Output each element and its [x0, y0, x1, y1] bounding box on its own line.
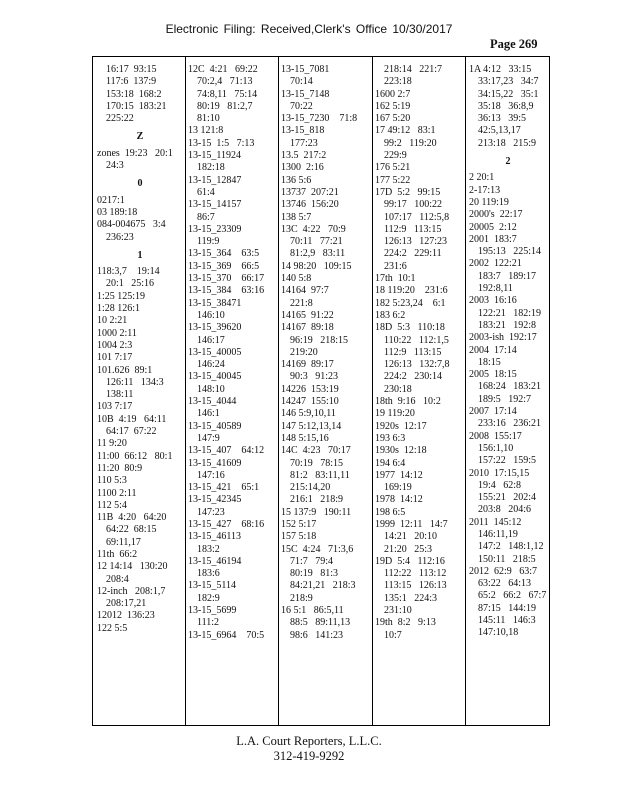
index-entry: 11:00 66:12 80:1 [97, 450, 173, 462]
index-entry-continuation: 20:1 25:16 [106, 278, 155, 290]
index-entry-continuation: 147:2 148:1,12 [478, 541, 544, 553]
index-entry-continuation: 113:15 126:13 [384, 580, 447, 592]
index-entry-continuation: 70:22 [290, 100, 313, 112]
index-entry-continuation: 146:10 [197, 309, 225, 321]
index-entry: 13-15_23309 [188, 223, 242, 235]
index-column-2 [188, 64, 276, 725]
index-entry: 13-15_384 63:16 [188, 285, 265, 297]
index-entry: 13-15_427 68:16 [188, 518, 265, 530]
index-entry-continuation: 231:6 [384, 260, 407, 272]
index-entry-continuation: 216:1 218:9 [290, 494, 344, 506]
index-entry-continuation: 35:18 36:8,9 [478, 100, 534, 112]
index-entry-continuation: 18:15 [478, 356, 501, 368]
index-entry-continuation: 183:6 [197, 568, 220, 580]
index-entry-continuation: 65:2 66:2 67:7 [478, 590, 547, 602]
index-column-3 [281, 64, 369, 725]
index-entry: 17th 10:1 [375, 273, 416, 285]
index-entry: 140 5:8 [281, 273, 312, 285]
index-entry-continuation: 107:17 112:5,8 [384, 211, 450, 223]
filing-header: Electronic Filing: Received,Clerk's Office 10/30/2017 [165, 22, 453, 36]
index-entry-continuation: 157:22 159:5 [478, 455, 537, 467]
index-entry: 13-15_40589 [188, 420, 242, 432]
index-entry-continuation: 145:11 146:3 [478, 615, 536, 627]
index-entry: 13-15_369 66:5 [188, 260, 260, 272]
index-entry: 136 5:6 [281, 174, 312, 186]
index-entry: 13-15_7148 [281, 88, 330, 100]
index-entry-continuation: 19:4 62:8 [478, 479, 522, 491]
index-entry: 2004 17:14 [469, 344, 517, 356]
index-entry: 13-15_46113 [188, 531, 241, 543]
index-entry: 13-15_7081 [281, 64, 330, 75]
index-entry: 14226 153:19 [281, 383, 339, 395]
index-entry: 147 5:12,13,14 [281, 420, 342, 432]
index-entry: 13-15_14157 [188, 199, 242, 211]
index-entry: 1977 14:12 [375, 469, 423, 481]
index-entry: 148 5:15,16 [281, 432, 329, 444]
index-entry: 13-15_4044 [188, 396, 237, 408]
index-entry-continuation: 69:11,17 [106, 536, 141, 548]
index-entry-continuation: 70:14 [290, 76, 313, 88]
index-entry: 2008 155:17 [469, 430, 522, 442]
index-entry: 10 2:21 [97, 315, 128, 327]
index-entry: 12 14:14 130:20 [97, 561, 168, 573]
index-entry-continuation: 147:23 [197, 506, 225, 518]
index-entry: 14164 97:7 [281, 285, 329, 297]
column-divider [278, 57, 279, 725]
index-entry-continuation: 86:7 [197, 211, 215, 223]
index-entry-continuation: 218:14 221:7 [384, 64, 443, 75]
index-entry-continuation: 88:5 89:11,13 [290, 617, 351, 629]
index-entry: 177 5:22 [375, 174, 411, 186]
index-entry: 1600 2:7 [375, 88, 411, 100]
index-entry-continuation: 236:23 [106, 231, 134, 243]
column-divider [372, 57, 373, 725]
index-entry: 14247 155:10 [281, 396, 339, 408]
index-entry-continuation: 74:8,11 75:14 [197, 88, 258, 100]
page-number: Page 269 [490, 37, 538, 51]
index-entry: 162 5:19 [375, 100, 411, 112]
index-entry: 0217:1 [97, 194, 125, 206]
index-entry-continuation: 90:3 91:23 [290, 371, 339, 383]
index-entry-continuation: 33:17,23 34:7 [478, 76, 539, 88]
index-entry-continuation: 110:22 112:1,5 [384, 334, 449, 346]
index-entry: 157 5:18 [281, 531, 317, 543]
index-entry-continuation: 42:5,13,17 [478, 125, 521, 137]
index-entry: 118:3,7 19:14 [97, 266, 160, 278]
index-entry: 2010 17:15,15 [469, 467, 530, 479]
index-entry-continuation: 61:4 [197, 186, 215, 198]
index-entry: 1999 12:11 14:7 [375, 518, 448, 530]
index-entry: 13-15_42345 [188, 494, 242, 506]
index-entry: 138 5:7 [281, 211, 312, 223]
index-entry: 1100 2:11 [97, 487, 137, 499]
index-entry-continuation: 84:21,21 218:3 [290, 580, 356, 592]
index-entry: 193 6:3 [375, 432, 406, 444]
index-entry-continuation: 126:11 134:3 [106, 376, 164, 388]
section-letter: Z [136, 131, 144, 143]
index-entry: 2007 17:14 [469, 406, 517, 418]
index-entry-continuation: 189:5 192:7 [478, 393, 532, 405]
reporter-company: L.A. Court Reporters, L.L.C. [236, 734, 382, 748]
index-entry-continuation: 112:9 113:15 [384, 346, 442, 358]
index-entry: 14169 89:17 [281, 359, 334, 371]
index-entry-continuation: 230:18 [384, 383, 412, 395]
index-entry: 198 6:5 [375, 506, 406, 518]
index-entry: 17D 5:2 99:15 [375, 186, 441, 198]
index-entry: 2011 145:12 [469, 516, 522, 528]
reporter-phone: 312-419-9292 [273, 749, 345, 763]
index-entry: 2003-ish 192:17 [469, 332, 537, 344]
index-entry-continuation: 218:9 [290, 592, 313, 604]
index-column-1 [97, 64, 183, 725]
index-entry-continuation: 183:21 192:8 [478, 319, 537, 331]
index-entry-continuation: 99:17 100:22 [384, 199, 443, 211]
index-entry-continuation: 119:9 [197, 236, 220, 248]
index-entry: 19th 8:2 9:13 [375, 617, 436, 629]
index-entry: 2012 62:9 63:7 [469, 565, 538, 577]
index-entry: 14C 4:23 70:17 [281, 445, 351, 457]
index-entry: 16 5:1 86:5,11 [281, 605, 344, 617]
index-entry-continuation: 147:16 [197, 469, 225, 481]
index-entry-continuation: 126:13 127:23 [384, 236, 448, 248]
index-entry-continuation: 64:22 68:15 [106, 524, 157, 536]
index-entry-continuation: 98:6 141:23 [290, 629, 344, 641]
index-entry-continuation: 135:1 224:3 [384, 592, 438, 604]
index-entry: 1000 2:11 [97, 327, 137, 339]
index-entry: 17 49:12 83:1 [375, 125, 436, 137]
index-entry-continuation: 71:7 79:4 [290, 555, 334, 567]
index-entry: 20005 2:12 [469, 221, 517, 233]
index-entry: 176 5:21 [375, 162, 411, 174]
index-entry: 13-15_818 [281, 125, 325, 137]
index-entry: 146 5:9,10,11 [281, 408, 336, 420]
index-entry: 194 6:4 [375, 457, 406, 469]
index-entry-continuation: 223:18 [384, 76, 412, 88]
section-letter: 0 [137, 178, 143, 190]
index-entry: 112 5:4 [97, 499, 127, 511]
index-entry: 13-15_370 66:17 [188, 273, 265, 285]
index-entry: 13-15_12847 [188, 174, 242, 186]
index-entry: 03 189:18 [97, 206, 138, 218]
index-entry: 1A 4:12 33:15 [469, 64, 532, 75]
index-entry-continuation: 99:2 119:20 [384, 137, 437, 149]
index-entry: 13C 4:22 70:9 [281, 223, 346, 235]
index-entry-continuation: 63:22 64:13 [478, 578, 532, 590]
index-entry: zones 19:23 20:1 [97, 147, 173, 159]
index-entry: 084-004675 3:4 [97, 219, 166, 231]
index-entry: 12-inch 208:1,7 [97, 585, 166, 597]
index-entry-continuation: 96:19 218:15 [290, 334, 349, 346]
index-entry: 2005 18:15 [469, 369, 517, 381]
index-entry: 13 121:8 [188, 125, 224, 137]
index-entry: 1978 14:12 [375, 494, 423, 506]
index-entry-continuation: 156:1,10 [478, 442, 514, 454]
index-entry: 103 7:17 [97, 401, 133, 413]
index-entry-continuation: 215:14,20 [290, 482, 331, 494]
index-entry: 13-15_5114 [188, 580, 236, 592]
index-entry-continuation: 192:8,11 [478, 283, 513, 295]
index-entry: 13-15_39620 [188, 322, 242, 334]
index-entry-continuation: 224:2 230:14 [384, 371, 443, 383]
index-entry: 167 5:20 [375, 113, 411, 125]
index-entry: 1920s 12:17 [375, 420, 427, 432]
index-entry: 14167 89:18 [281, 322, 334, 334]
index-entry-continuation: 81:10 [197, 113, 220, 125]
index-entry: 11B 4:20 64:20 [97, 512, 167, 524]
index-entry-continuation: 146:24 [197, 359, 225, 371]
reporter-footer [0, 734, 618, 764]
index-entry: 182 5:23,24 6:1 [375, 297, 446, 309]
index-entry: 19 119:20 [375, 408, 415, 420]
index-entry-continuation: 80:19 81:2,7 [197, 100, 253, 112]
index-entry-continuation: 14:21 20:10 [384, 531, 438, 543]
index-entry-continuation: 153:18 168:2 [106, 88, 162, 100]
column-divider [465, 57, 466, 725]
index-entry-continuation: 225:22 [106, 113, 134, 125]
index-entry: 152 5:17 [281, 518, 317, 530]
index-entry: 13-15_6964 70:5 [188, 629, 265, 641]
index-entry-continuation: 146:17 [197, 334, 225, 346]
index-entry-continuation: 21:20 25:3 [384, 543, 433, 555]
index-entry: 1004 2:3 [97, 339, 133, 351]
index-entry-continuation: 147:9 [197, 432, 220, 444]
index-entry: 1930s 12:18 [375, 445, 427, 457]
index-entry-continuation: 219:20 [290, 346, 318, 358]
index-entry: 13-15_364 63:5 [188, 248, 260, 260]
index-entry-continuation: 195:13 225:14 [478, 246, 542, 258]
index-entry-continuation: 203:8 204:6 [478, 504, 532, 516]
section-letter: 1 [137, 249, 143, 261]
index-entry: 1:28 126:1 [97, 303, 141, 315]
index-entry: 13-15_7230 71:8 [281, 113, 358, 125]
index-entry-continuation: 87:15 144:19 [478, 602, 537, 614]
index-table [92, 56, 550, 726]
index-entry-continuation: 138:11 [106, 389, 134, 401]
index-entry-continuation: 111:2 [197, 617, 220, 629]
index-entry: 11:20 80:9 [97, 462, 143, 474]
index-entry-continuation: 229:9 [384, 150, 407, 162]
index-entry-continuation: 64:17 67:22 [106, 426, 157, 438]
index-entry: 15C 4:24 71:3,6 [281, 543, 354, 555]
index-entry: 110 5:3 [97, 475, 127, 487]
index-entry: 19D 5:4 112:16 [375, 555, 445, 567]
index-column-5 [469, 64, 547, 725]
index-entry-continuation: 34:15,22 35:1 [478, 88, 539, 100]
index-entry: 183 6:2 [375, 309, 406, 321]
index-entry-continuation: 208:17,21 [106, 598, 147, 610]
index-entry-continuation: 231:10 [384, 605, 412, 617]
index-entry-continuation: 224:2 229:11 [384, 248, 442, 260]
index-entry-continuation: 150:11 218:5 [478, 553, 536, 565]
index-entry: 13-15_421 65:1 [188, 482, 260, 494]
index-entry: 13-15_41609 [188, 457, 242, 469]
index-entry: 13737 207:21 [281, 186, 339, 198]
index-entry-continuation: 126:13 132:7,8 [384, 359, 450, 371]
index-entry-continuation: 177:23 [290, 137, 318, 149]
index-entry: 20 119:19 [469, 196, 509, 208]
index-entry: 13-15_407 64:12 [188, 445, 265, 457]
index-entry-continuation: 122:21 182:19 [478, 307, 542, 319]
index-entry-continuation: 81:2 83:11,11 [290, 469, 350, 481]
column-divider [185, 57, 186, 725]
index-entry-continuation: 24:3 [106, 160, 124, 172]
index-entry: 12012 136:23 [97, 610, 155, 622]
index-entry-continuation: 81:2,9 83:11 [290, 248, 346, 260]
index-entry: 13-15_38471 [188, 297, 242, 309]
index-entry: 101 7:17 [97, 352, 133, 364]
index-entry: 2003 16:16 [469, 295, 517, 307]
index-entry-continuation: 182:9 [197, 592, 220, 604]
index-entry: 101.626 89:1 [97, 364, 153, 376]
index-entry: 1300 2:16 [281, 162, 324, 174]
index-entry: 2001 183:7 [469, 233, 517, 245]
index-entry: 122 5:5 [97, 622, 128, 634]
index-entry-continuation: 148:10 [197, 383, 225, 395]
index-entry: 13-15_5699 [188, 605, 237, 617]
index-entry: 11 9:20 [97, 438, 127, 450]
index-entry: 18D 5:3 110:18 [375, 322, 445, 334]
index-entry: 11th 66:2 [97, 548, 138, 560]
index-entry: 13-15 1:5 7:13 [188, 137, 255, 149]
index-entry: 2002 122:21 [469, 258, 522, 270]
index-entry-continuation: 112:22 113:12 [384, 568, 447, 580]
index-entry: 13746 156:20 [281, 199, 339, 211]
index-entry-continuation: 221:8 [290, 297, 313, 309]
index-entry-continuation: 146:11,19 [478, 528, 518, 540]
index-entry: 13-15_46194 [188, 555, 242, 567]
index-entry: 14 98:20 109:15 [281, 260, 352, 272]
index-entry-continuation: 117:6 137:9 [106, 76, 157, 88]
index-entry-continuation: 183:7 189:17 [478, 270, 537, 282]
index-column-4 [375, 64, 463, 725]
index-entry: 12C 4:21 69:22 [188, 64, 258, 75]
index-entry: 10B 4:19 64:11 [97, 413, 167, 425]
section-letter: 2 [505, 156, 511, 168]
index-entry-continuation: 213:18 215:9 [478, 137, 537, 149]
index-entry: 18th 9:16 10:2 [375, 396, 441, 408]
index-entry-continuation: 233:16 236:21 [478, 418, 542, 430]
index-entry-continuation: 80:19 81:3 [290, 568, 339, 580]
index-entry: 14165 91:22 [281, 309, 334, 321]
index-entry-continuation: 182:18 [197, 162, 225, 174]
index-entry-continuation: 70:19 78:15 [290, 457, 344, 469]
index-entry: 2000's 22:17 [469, 209, 523, 221]
index-entry: 13-15_11924 [188, 150, 241, 162]
index-entry-continuation: 155:21 202:4 [478, 492, 537, 504]
index-entry-continuation: 70:11 77:21 [290, 236, 343, 248]
index-entry-continuation: 169:19 [384, 482, 412, 494]
index-entry-continuation: 170:15 183:21 [106, 100, 167, 112]
index-entry-continuation: 208:4 [106, 573, 129, 585]
index-entry: 2-17:13 [469, 184, 501, 196]
index-entry: 1:25 125:19 [97, 290, 146, 302]
index-entry-continuation: 36:13 39:5 [478, 113, 527, 125]
index-entry-continuation: 16:17 93:15 [106, 64, 157, 75]
index-entry-continuation: 146:1 [197, 408, 220, 420]
index-entry: 13-15_40045 [188, 371, 242, 383]
index-entry: 13-15_40005 [188, 346, 242, 358]
index-entry-continuation: 10:7 [384, 629, 402, 641]
index-entry-continuation: 168:24 183:21 [478, 381, 542, 393]
index-entry-continuation: 147:10,18 [478, 627, 519, 639]
index-entry: 18 119:20 231:6 [375, 285, 448, 297]
index-entry-continuation: 70:2,4 71:13 [197, 76, 253, 88]
index-entry: 2 20:1 [469, 172, 495, 184]
index-entry: 13.5 217:2 [281, 150, 327, 162]
index-entry: 15 137:9 190:11 [281, 506, 352, 518]
index-entry-continuation: 183:2 [197, 543, 220, 555]
index-entry-continuation: 112:9 113:15 [384, 223, 442, 235]
